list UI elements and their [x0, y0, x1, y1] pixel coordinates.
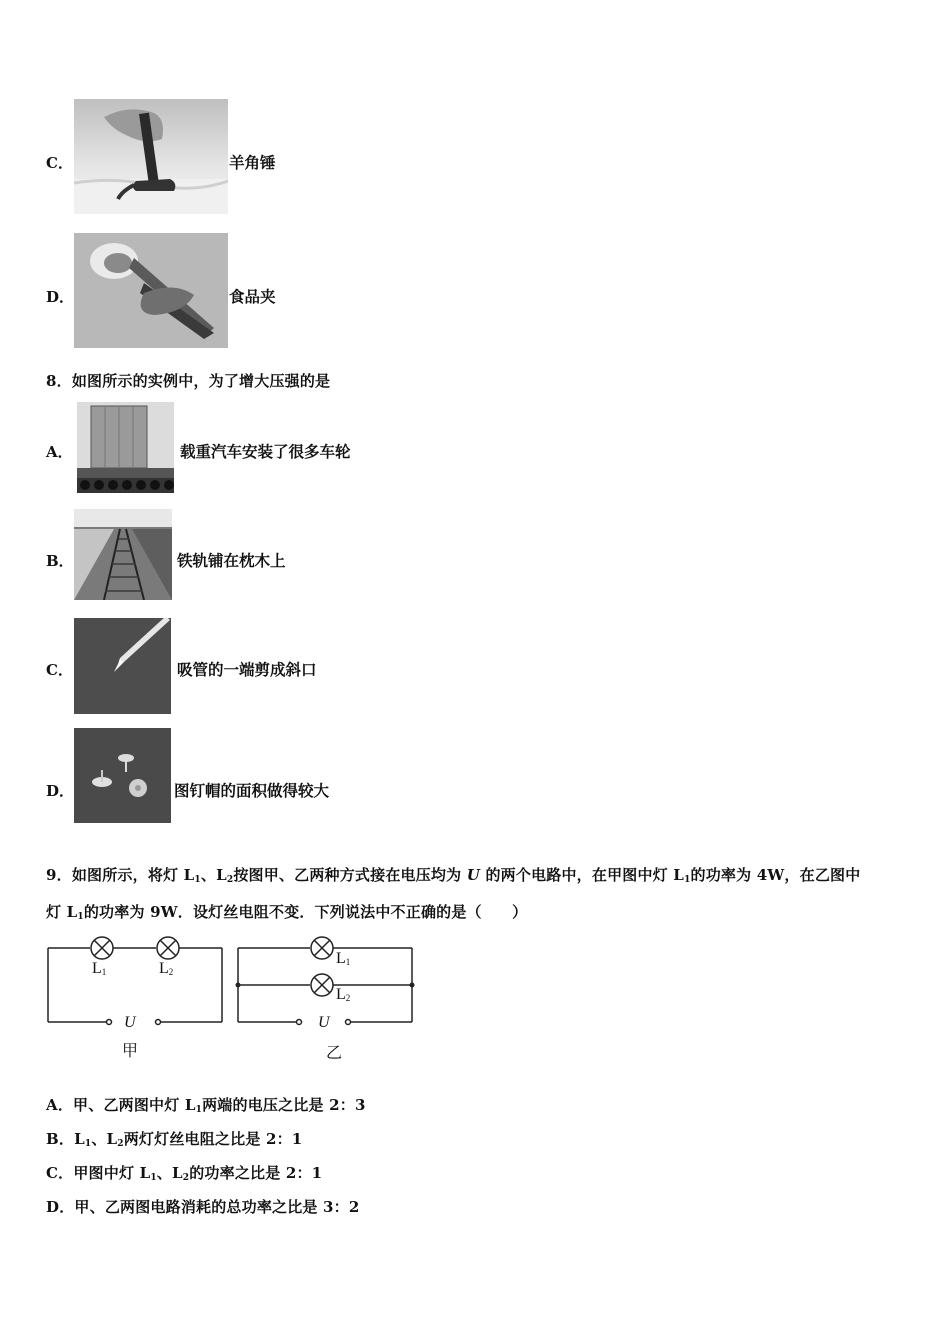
q9-stem-line2: 灯 $L_1$的功率为 9W．设灯丝电阻不变．下列说法中不正确的是（ ）: [46, 903, 528, 922]
railway-track-photo: [74, 509, 172, 600]
q7-option-d-letter: D．: [46, 288, 75, 306]
thumbtacks-photo: [74, 728, 171, 823]
q8-option-c-caption: 吸管的一端剪成斜口: [177, 660, 317, 679]
heavy-truck-photo: [77, 402, 174, 493]
q8-option-b-letter: B．: [46, 552, 74, 570]
yi-lamp1-label: $L_1$: [336, 950, 351, 967]
circuit-jia-diagram: [40, 930, 230, 1065]
q8-option-c-letter: C．: [46, 661, 73, 679]
q8-option-d-letter: D．: [46, 782, 75, 800]
q9-option-d: D．甲、乙两图电路消耗的总功率之比是 3：2: [46, 1198, 360, 1216]
circuit-yi-diagram: [230, 930, 420, 1065]
q9-option-b: B．$L_1$、$L_2$两灯灯丝电阻之比是 2：1: [46, 1130, 303, 1149]
yi-source-label: U: [318, 1014, 330, 1031]
q8-option-a-letter: A．: [46, 443, 73, 461]
q9-stem-line1: 9．如图所示，将灯 $L_1$、$L_2$按图甲、乙两种方式接在电压均为 U 的两个电路中，在甲图中灯 $L_1$的功率为 4W，在乙图中: [46, 866, 861, 885]
q9-option-a: A．甲、乙两图中灯 $L_1$两端的电压之比是 2：3: [46, 1096, 366, 1115]
straw-photo: [74, 618, 171, 714]
q8-option-d-caption: 图钉帽的面积做得较大: [174, 781, 330, 800]
q8-option-b-caption: 铁轨铺在枕木上: [177, 551, 286, 570]
q9-option-c: C．甲图中灯 $L_1$、$L_2$的功率之比是 2：1: [46, 1164, 323, 1183]
jia-lamp2-label: $L_2$: [159, 960, 174, 977]
claw-hammer-photo: [74, 99, 228, 214]
q7-option-c-letter: C．: [46, 154, 73, 172]
jia-name: 甲: [122, 1043, 139, 1060]
jia-source-label: U: [124, 1014, 136, 1031]
food-tongs-photo: [74, 233, 228, 348]
yi-lamp2-label: $L_2$: [336, 986, 351, 1003]
q8-stem: 8．如图所示的实例中，为了增大压强的是: [46, 372, 331, 390]
yi-name: 乙: [326, 1045, 343, 1062]
jia-lamp1-label: $L_1$: [92, 960, 107, 977]
q7-option-c-caption: 羊角锤: [229, 153, 276, 172]
q8-option-a-caption: 载重汽车安装了很多车轮: [180, 442, 351, 461]
q7-option-d-caption: 食品夹: [229, 287, 276, 306]
